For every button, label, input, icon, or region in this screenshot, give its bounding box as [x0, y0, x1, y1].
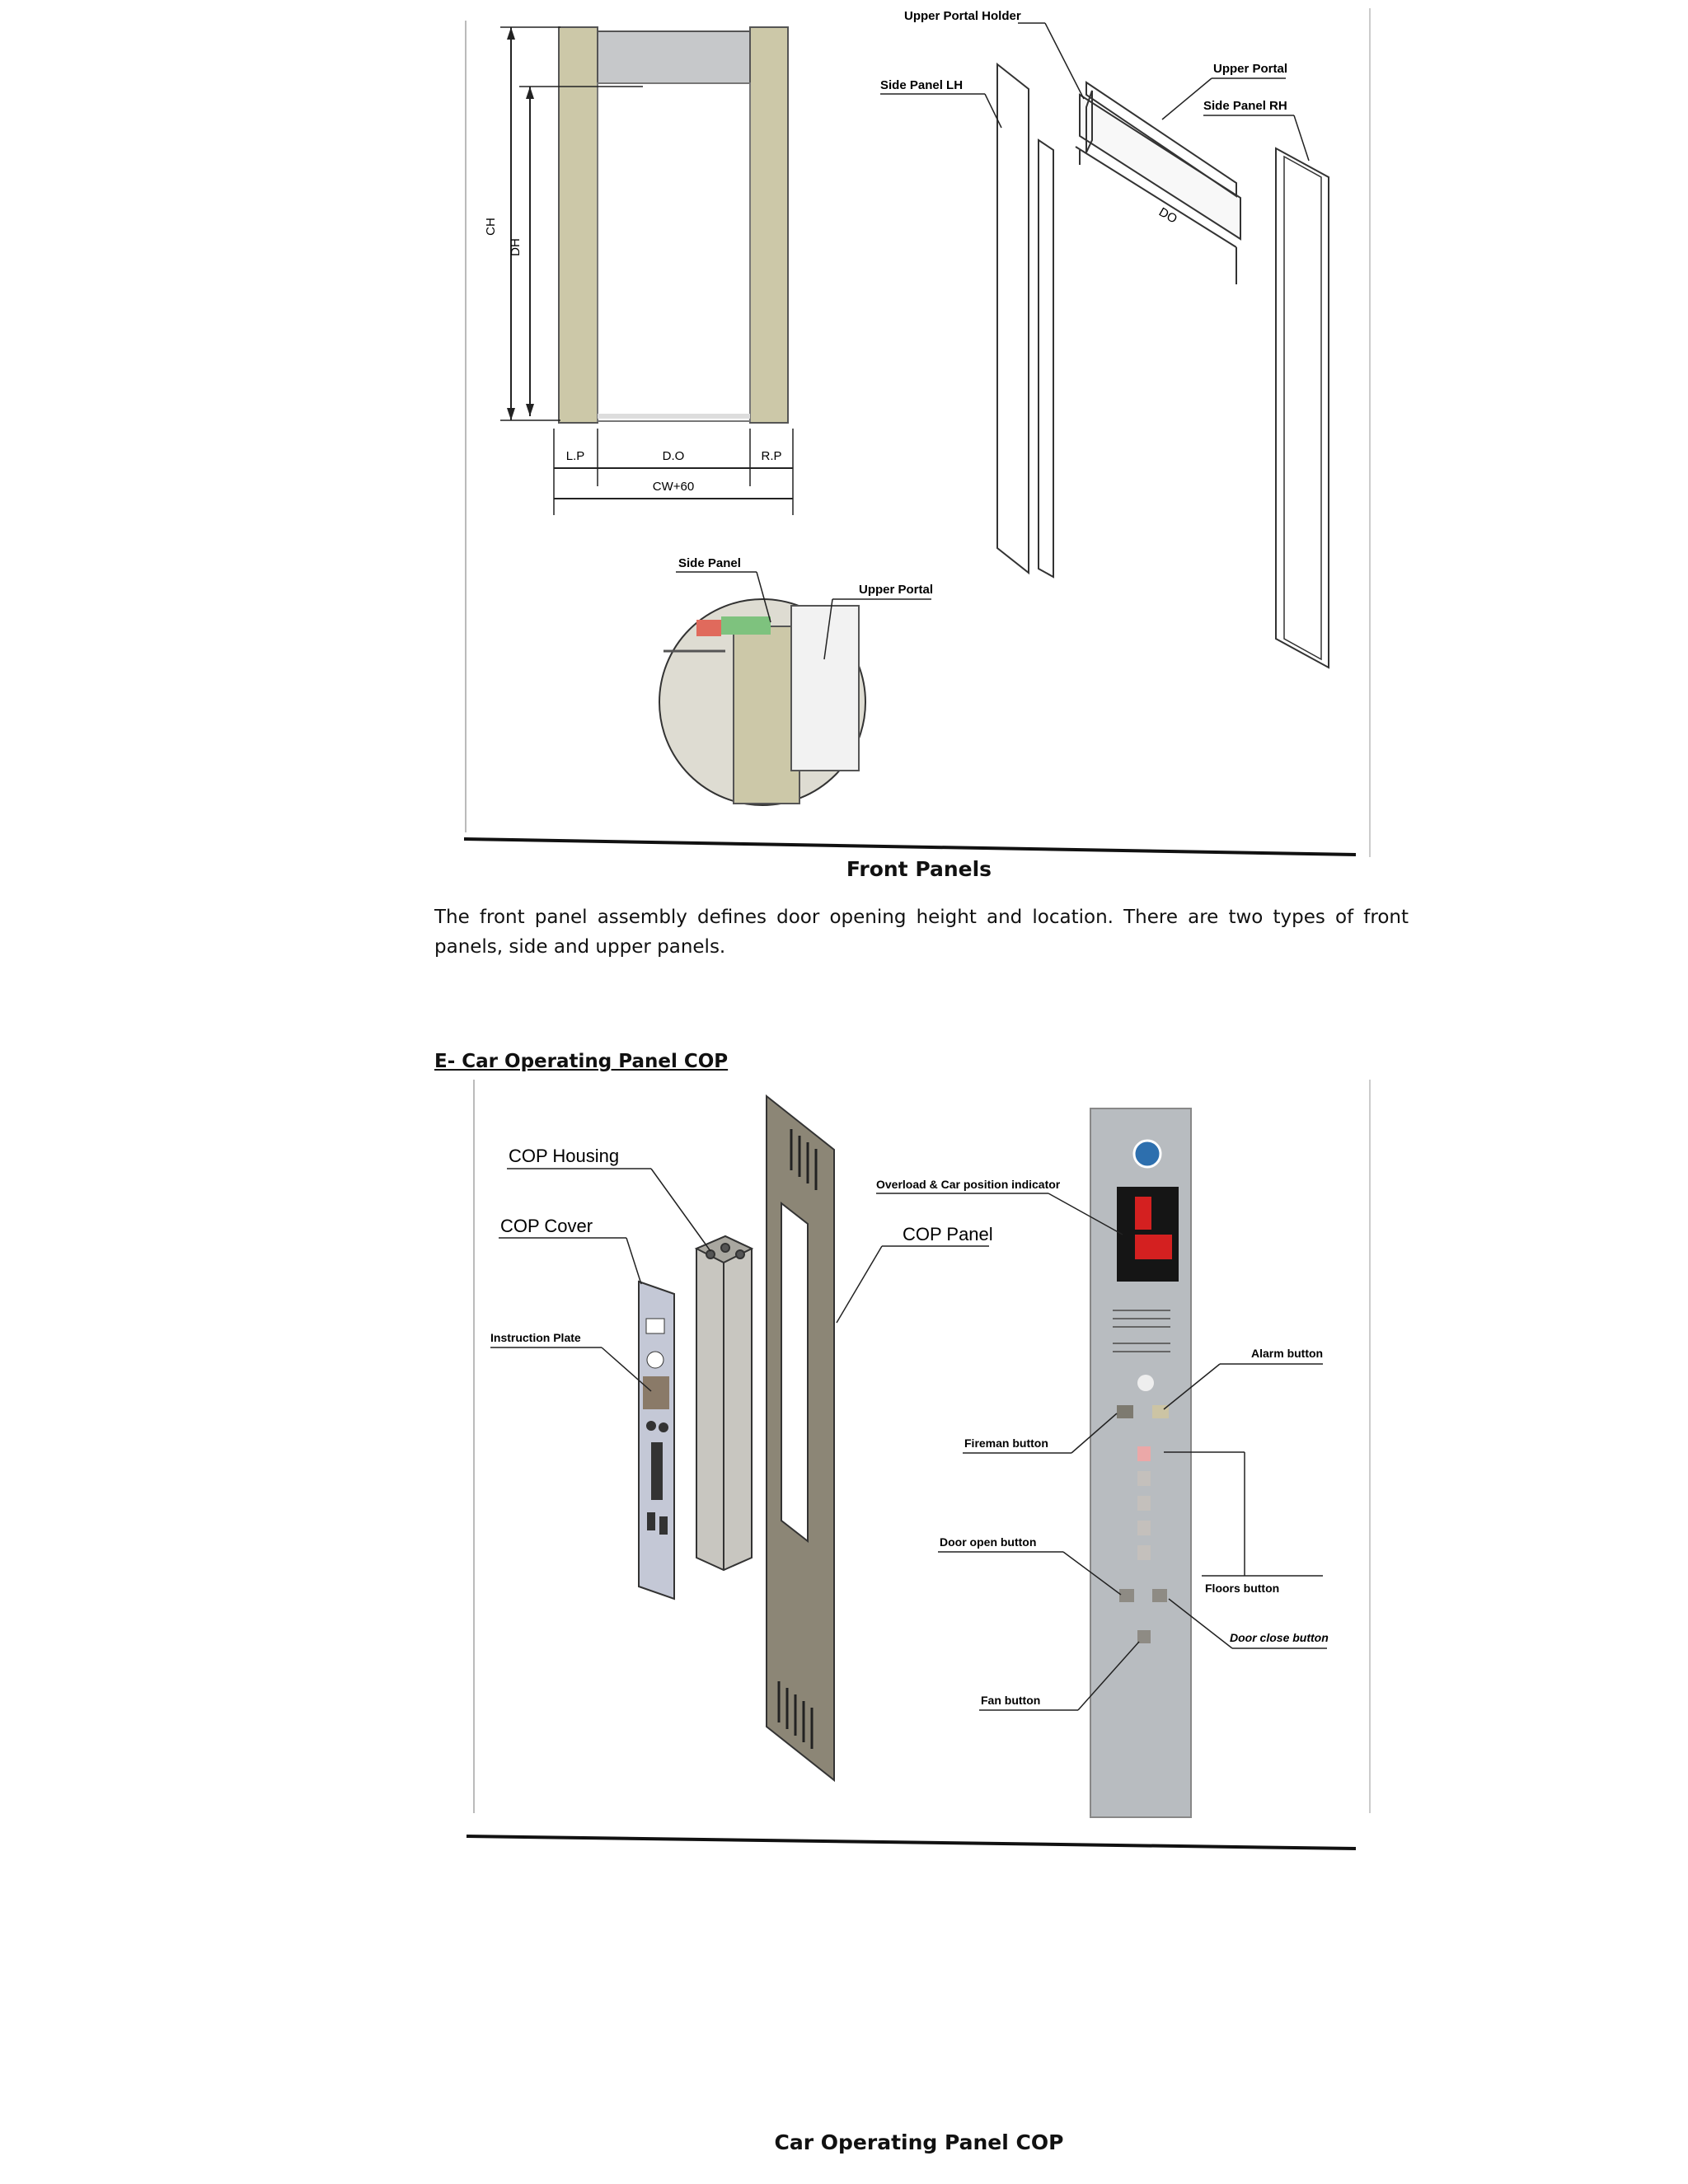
- upper-portal-label: Upper Portal: [1213, 62, 1288, 76]
- side-panel-lh-label: Side Panel LH: [880, 78, 964, 92]
- do-dim-label: D.O: [662, 449, 685, 463]
- cop-faceplate-drawing: [1090, 1108, 1191, 1817]
- door-open-button-label: Door open button: [940, 1535, 1037, 1549]
- fireman-button-label: Fireman button: [964, 1436, 1048, 1450]
- fan-button-label: Fan button: [981, 1694, 1041, 1707]
- floors-button-label: Floors button: [1205, 1582, 1280, 1595]
- door-close-button-label: Door close button: [1230, 1631, 1329, 1644]
- cop-cover-label: COP Cover: [500, 1216, 593, 1236]
- overload-indicator-label: Overload & Car position indicator: [876, 1178, 1061, 1191]
- cop-cover-drawing: [639, 1282, 674, 1599]
- do-dimension-label: DO: [1156, 204, 1179, 227]
- alarm-button-label: Alarm button: [1251, 1347, 1324, 1360]
- cop-caption: Car Operating Panel COP: [774, 2130, 1064, 2154]
- cop-panel-drawing: [767, 1096, 834, 1780]
- cop-housing-drawing: [696, 1236, 752, 1570]
- cop-housing-label: COP Housing: [509, 1146, 620, 1166]
- dh-dim-label: DH: [509, 238, 523, 256]
- ch-dim-label: CH: [484, 218, 498, 236]
- side-panel-rh-label: Side Panel RH: [1203, 99, 1287, 113]
- front-panels-figure: [0, 0, 1688, 874]
- cw60-dim-label: CW+60: [652, 480, 695, 494]
- corner-detail-circle: [659, 599, 865, 805]
- lp-dim-label: L.P: [565, 449, 585, 463]
- cop-panel-label: COP Panel: [903, 1224, 993, 1244]
- instruction-plate-label: Instruction Plate: [490, 1331, 581, 1344]
- exploded-panels-drawing: [997, 64, 1329, 668]
- front-panels-caption: Front Panels: [846, 857, 992, 881]
- upper-portal-holder-label: Upper Portal Holder: [904, 9, 1021, 23]
- front-elevation-drawing: [500, 27, 793, 515]
- rp-dim-label: R.P: [761, 449, 782, 463]
- section-heading-cop: E- Car Operating Panel COP: [434, 1051, 729, 1072]
- side-panel-detail-label: Side Panel: [678, 556, 741, 570]
- upper-portal-detail-label: Upper Portal: [859, 583, 934, 597]
- cop-figure: [0, 1071, 1688, 1863]
- front-panel-description: The front panel assembly defines door opening height and location. There are two types of front panels, side and upper panels.: [434, 907, 1409, 958]
